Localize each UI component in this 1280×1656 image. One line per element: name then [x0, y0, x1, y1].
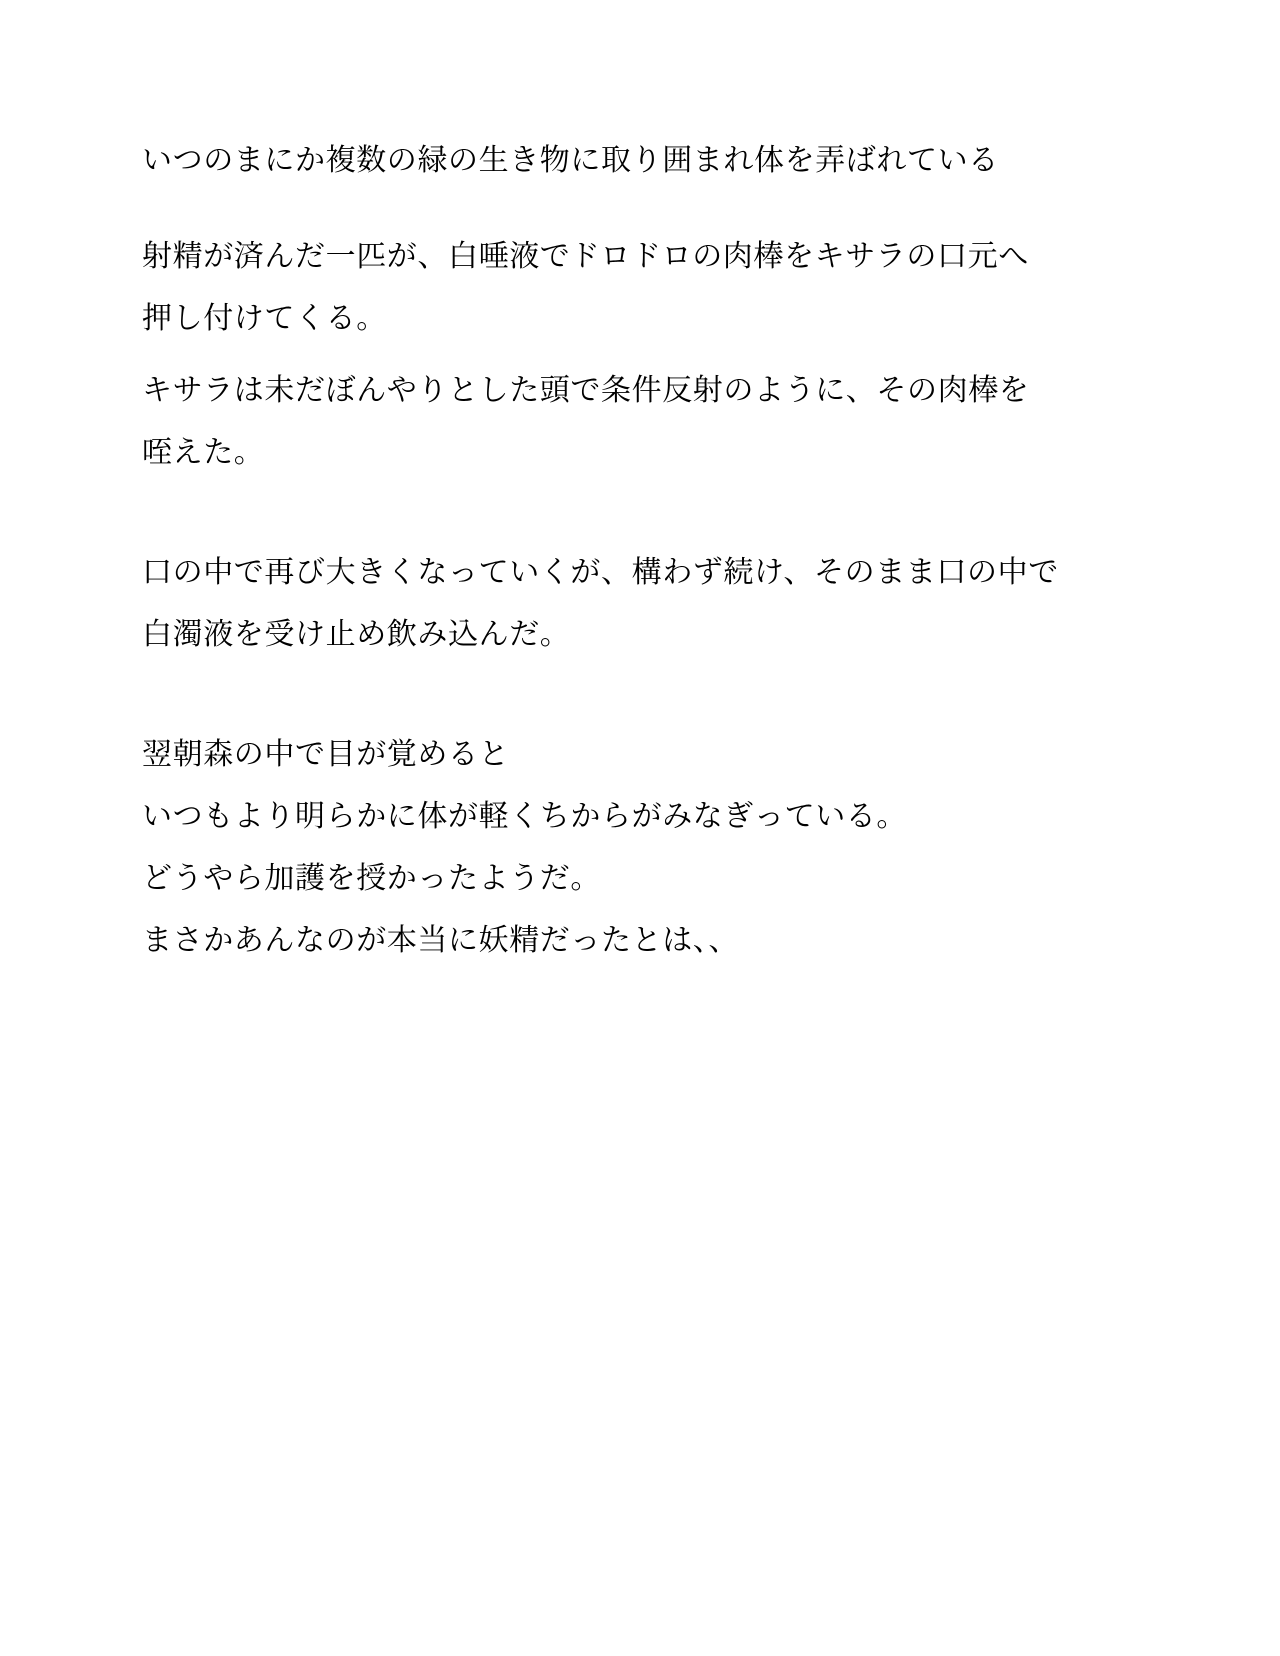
text-line: どうやら加護を授かったようだ。 — [142, 862, 601, 895]
paragraph-spacer — [142, 484, 1130, 542]
paragraph-spacer — [142, 350, 1130, 360]
paragraph-5 — [142, 724, 1130, 972]
text-line: 押し付けてくる。 — [142, 302, 387, 335]
text-line: まさかあんなのが本当に妖精だったとは、、 — [142, 924, 739, 957]
text-line: 口の中で再び大きくなっていくが、構わず続け、そのまま口の中で — [142, 556, 1059, 589]
text-line: 翌朝森の中で目が覚めると — [142, 738, 510, 771]
paragraph-2 — [142, 226, 1130, 350]
text-line: いつもより明らかに体が軽くちからがみなぎっている。 — [142, 800, 907, 833]
text-line: キサラは未だぼんやりとした頭で条件反射のように、その肉棒を — [142, 374, 1030, 407]
paragraph-spacer — [142, 666, 1130, 724]
paragraph-1 — [142, 130, 1130, 192]
paragraph-spacer — [142, 192, 1130, 226]
paragraph-4 — [142, 542, 1130, 666]
text-line: 咥えた。 — [142, 436, 265, 469]
text-line: 白濁液を受け止め飲み込んだ。 — [142, 618, 571, 651]
paragraph-3 — [142, 360, 1130, 484]
document-body — [142, 130, 1130, 972]
text-line: いつのまにか複数の緑の生き物に取り囲まれ体を弄ばれている — [142, 144, 999, 177]
text-line: 射精が済んだ一匹が、白唾液でドロドロの肉棒をキサラの口元へ — [142, 240, 1029, 273]
